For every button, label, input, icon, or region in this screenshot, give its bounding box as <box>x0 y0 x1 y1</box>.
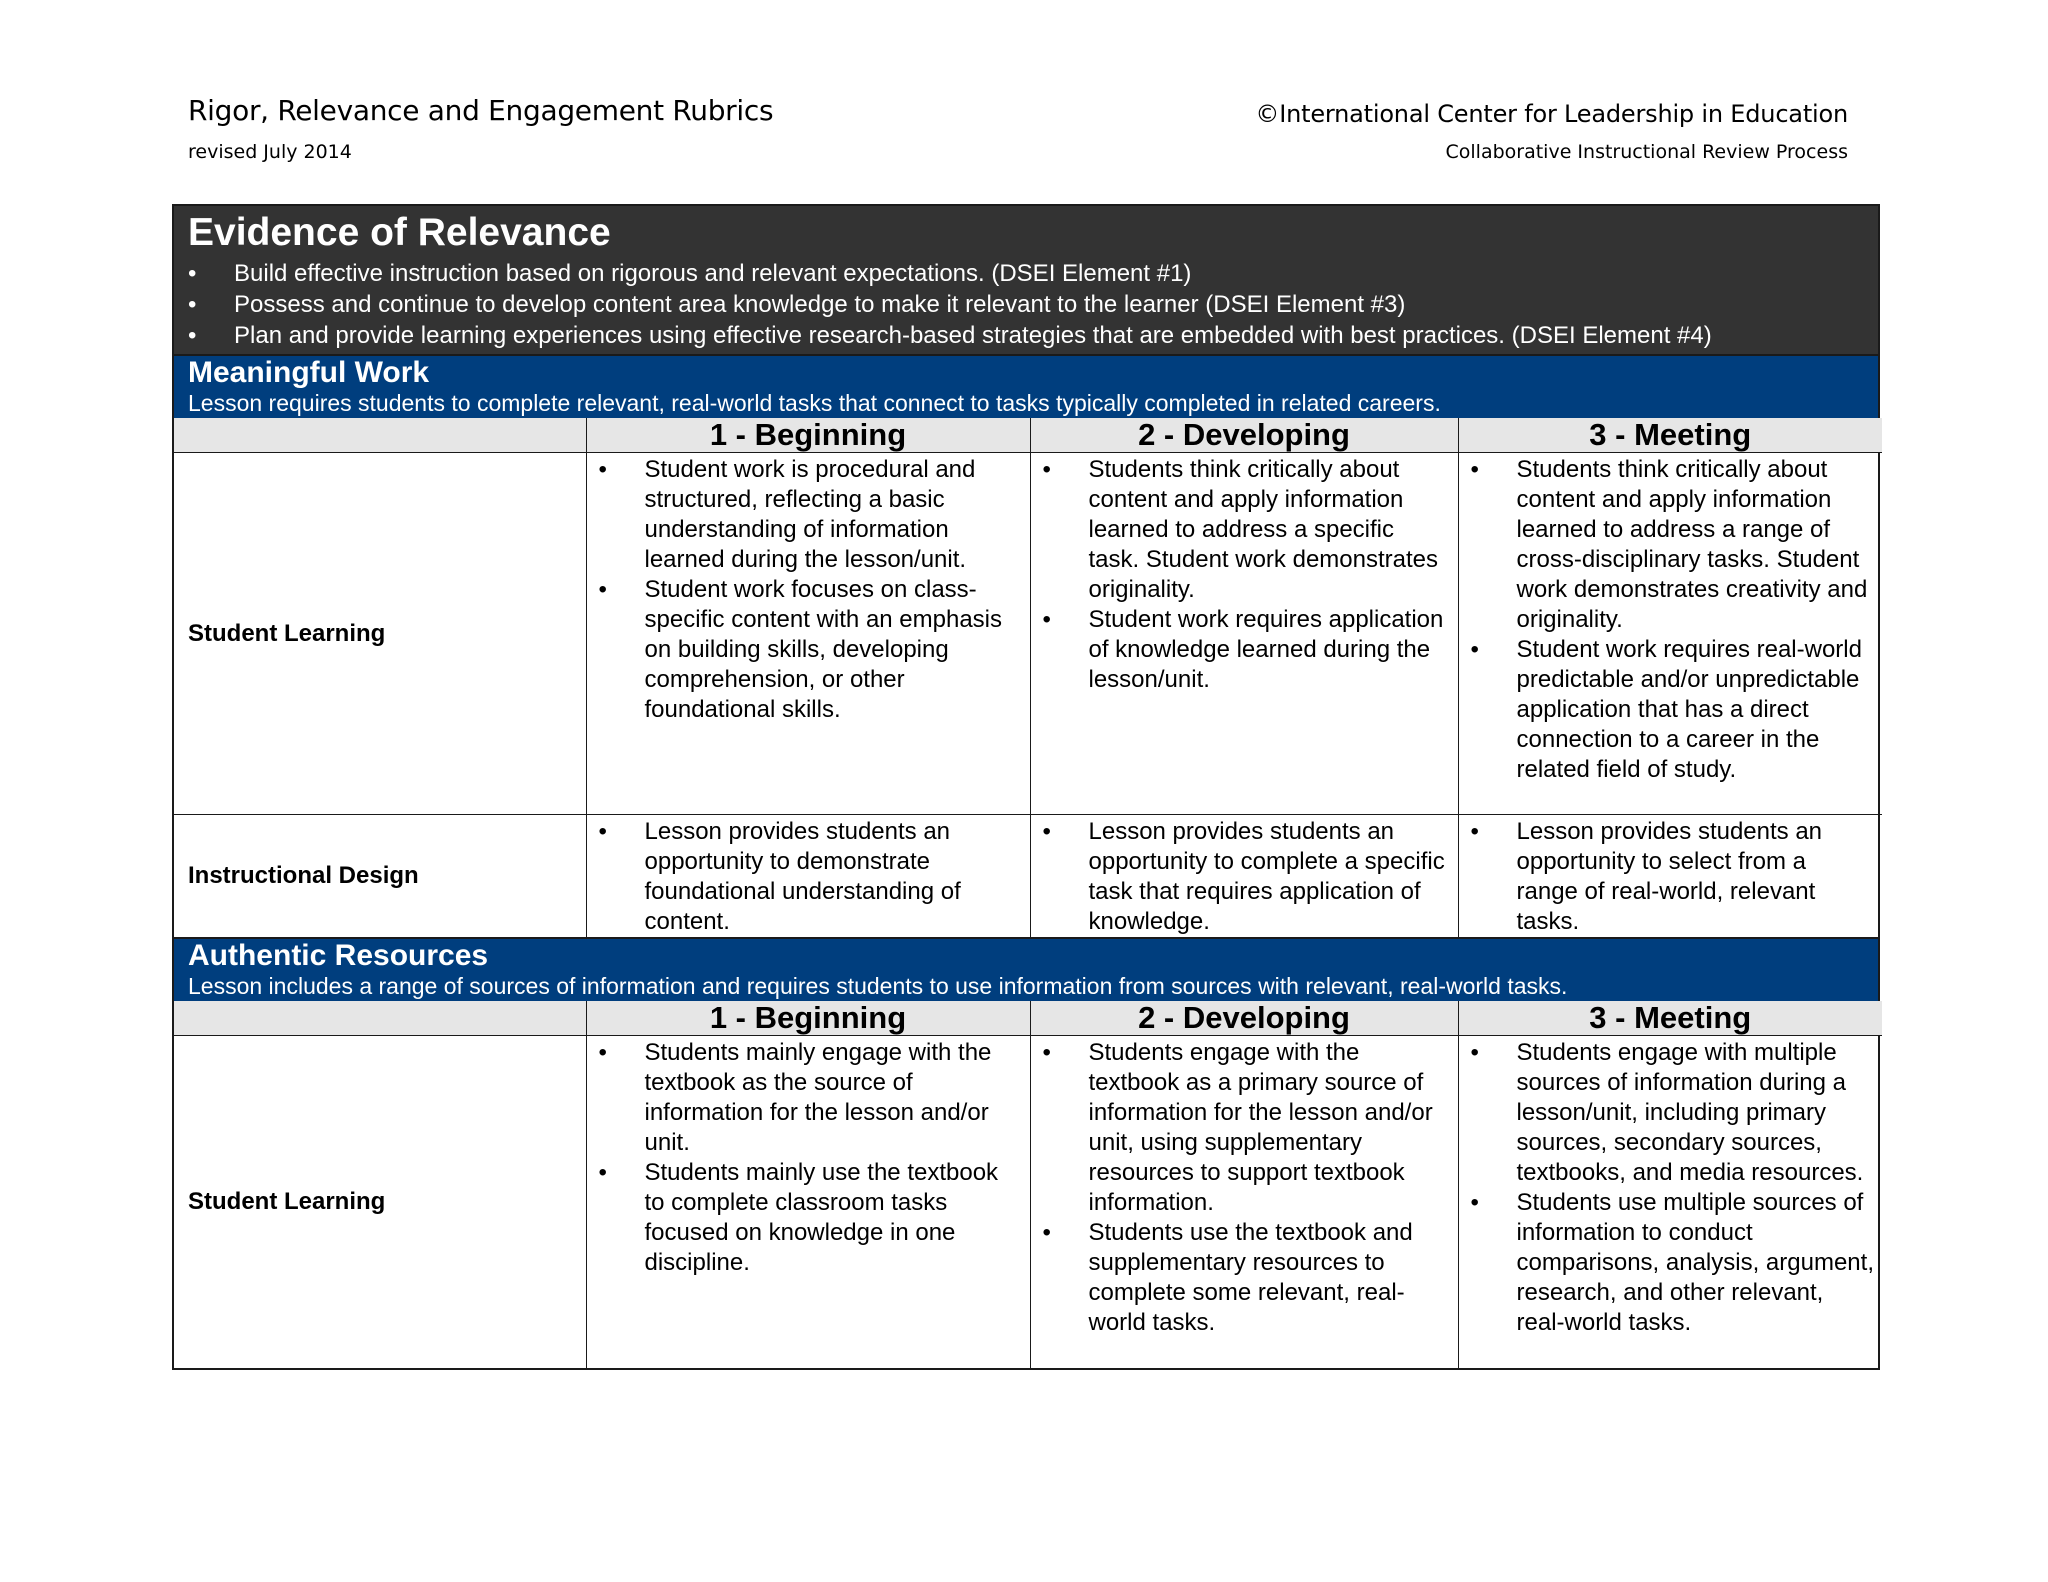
rubric-element-item: • Plan and provide learning experiences using effective research-based strategies that are embedded with best practices. (DSEI Element #4) <box>188 320 1864 351</box>
section-table-authentic-resources <box>174 1001 1882 1368</box>
section-header-authentic-resources <box>174 937 1878 1001</box>
row-label: Instructional Design <box>174 815 586 938</box>
rubric-cell-meeting <box>1458 815 1882 938</box>
criterion-item: • Student work focuses on class-specific content with an emphasis on building skills, developing comprehension, or other foundational skills. <box>587 575 1022 725</box>
process-name: Collaborative Instructional Review Process <box>1445 141 1848 163</box>
criterion-item: • Student work requires application of knowledge learned during the lesson/unit. <box>1031 605 1450 695</box>
level-header-developing: 2 - Developing <box>1030 418 1458 453</box>
criterion-item: • Student work is procedural and structured, reflecting a basic understanding of information learned during the lesson/unit. <box>587 455 1022 575</box>
rubric-title: Evidence of Relevance <box>188 211 611 254</box>
level-header-beginning: 1 - Beginning <box>586 1001 1030 1036</box>
criterion-item: • Lesson provides students an opportunity to demonstrate foundational understanding of content. <box>587 817 1022 937</box>
level-header-beginning: 1 - Beginning <box>586 418 1030 453</box>
criterion-item: • Students use multiple sources of information to conduct comparisons, analysis, argument, research, and other relevant, real-world tasks. <box>1459 1188 1875 1338</box>
section-header-meaningful-work <box>174 354 1878 418</box>
row-label: Student Learning <box>174 1036 586 1368</box>
criterion-item: • Lesson provides students an opportunity to complete a specific task that requires application of knowledge. <box>1031 817 1450 937</box>
criterion-item: • Student work requires real-world predictable and/or unpredictable application that has a direct connection to a career in the related field of study. <box>1459 635 1875 785</box>
document-header <box>188 94 1848 174</box>
rubric-cell-beginning <box>586 1036 1030 1368</box>
criterion-item: • Students use the textbook and supplementary resources to complete some relevant, real-world tasks. <box>1031 1218 1450 1338</box>
rubric-row-student-learning <box>174 1036 1882 1368</box>
section-title: Authentic Resources <box>188 939 489 972</box>
level-header-blank <box>174 1001 586 1036</box>
row-label: Student Learning <box>174 453 586 815</box>
document-title: Rigor, Relevance and Engagement Rubrics <box>188 94 774 127</box>
rubric-element-list <box>188 258 1864 351</box>
rubric-row-instructional-design <box>174 815 1882 938</box>
criterion-item: • Students think critically about content and apply information learned to address a specific task. Student work demonstrates originality. <box>1031 455 1450 605</box>
organization-name: ©International Center for Leadership in Education <box>1255 100 1848 128</box>
rubric-table <box>172 204 1880 1370</box>
rubric-row-student-learning <box>174 453 1882 815</box>
rubric-cell-developing <box>1030 453 1458 815</box>
criterion-item: • Students mainly use the textbook to complete classroom tasks focused on knowledge in one discipline. <box>587 1158 1022 1278</box>
level-header-blank <box>174 418 586 453</box>
rubric-cell-developing <box>1030 815 1458 938</box>
revision-date: revised July 2014 <box>188 141 352 163</box>
level-header-developing: 2 - Developing <box>1030 1001 1458 1036</box>
rubric-cell-meeting <box>1458 453 1882 815</box>
rubric-element-item: • Build effective instruction based on rigorous and relevant expectations. (DSEI Element #1) <box>188 258 1864 289</box>
level-header-row <box>174 418 1882 453</box>
criterion-item: • Students engage with multiple sources of information during a lesson/unit, including primary sources, secondary sources, textbooks, and media resources. <box>1459 1038 1875 1188</box>
rubric-banner <box>174 206 1878 354</box>
level-header-row <box>174 1001 1882 1036</box>
criterion-item: • Students engage with the textbook as a primary source of information for the lesson and/or unit, using supplementary resources to support textbook information. <box>1031 1038 1450 1218</box>
criterion-item: • Lesson provides students an opportunity to select from a range of real-world, relevant tasks. <box>1459 817 1875 937</box>
section-title: Meaningful Work <box>188 356 430 389</box>
level-header-meeting: 3 - Meeting <box>1458 418 1882 453</box>
rubric-cell-developing <box>1030 1036 1458 1368</box>
rubric-cell-beginning <box>586 815 1030 938</box>
section-description: Lesson includes a range of sources of information and requires students to use information from sources with relevant, real-world tasks. <box>188 973 1568 999</box>
rubric-cell-beginning <box>586 453 1030 815</box>
level-header-meeting: 3 - Meeting <box>1458 1001 1882 1036</box>
section-table-meaningful-work <box>174 418 1882 937</box>
rubric-cell-meeting <box>1458 1036 1882 1368</box>
rubric-element-item: • Possess and continue to develop content area knowledge to make it relevant to the learner (DSEI Element #3) <box>188 289 1864 320</box>
section-description: Lesson requires students to complete relevant, real-world tasks that connect to tasks typically completed in related careers. <box>188 390 1441 416</box>
criterion-item: • Students think critically about content and apply information learned to address a range of cross-disciplinary tasks. Student work demonstrates creativity and originality. <box>1459 455 1875 635</box>
criterion-item: • Students mainly engage with the textbook as the source of information for the lesson and/or unit. <box>587 1038 1022 1158</box>
